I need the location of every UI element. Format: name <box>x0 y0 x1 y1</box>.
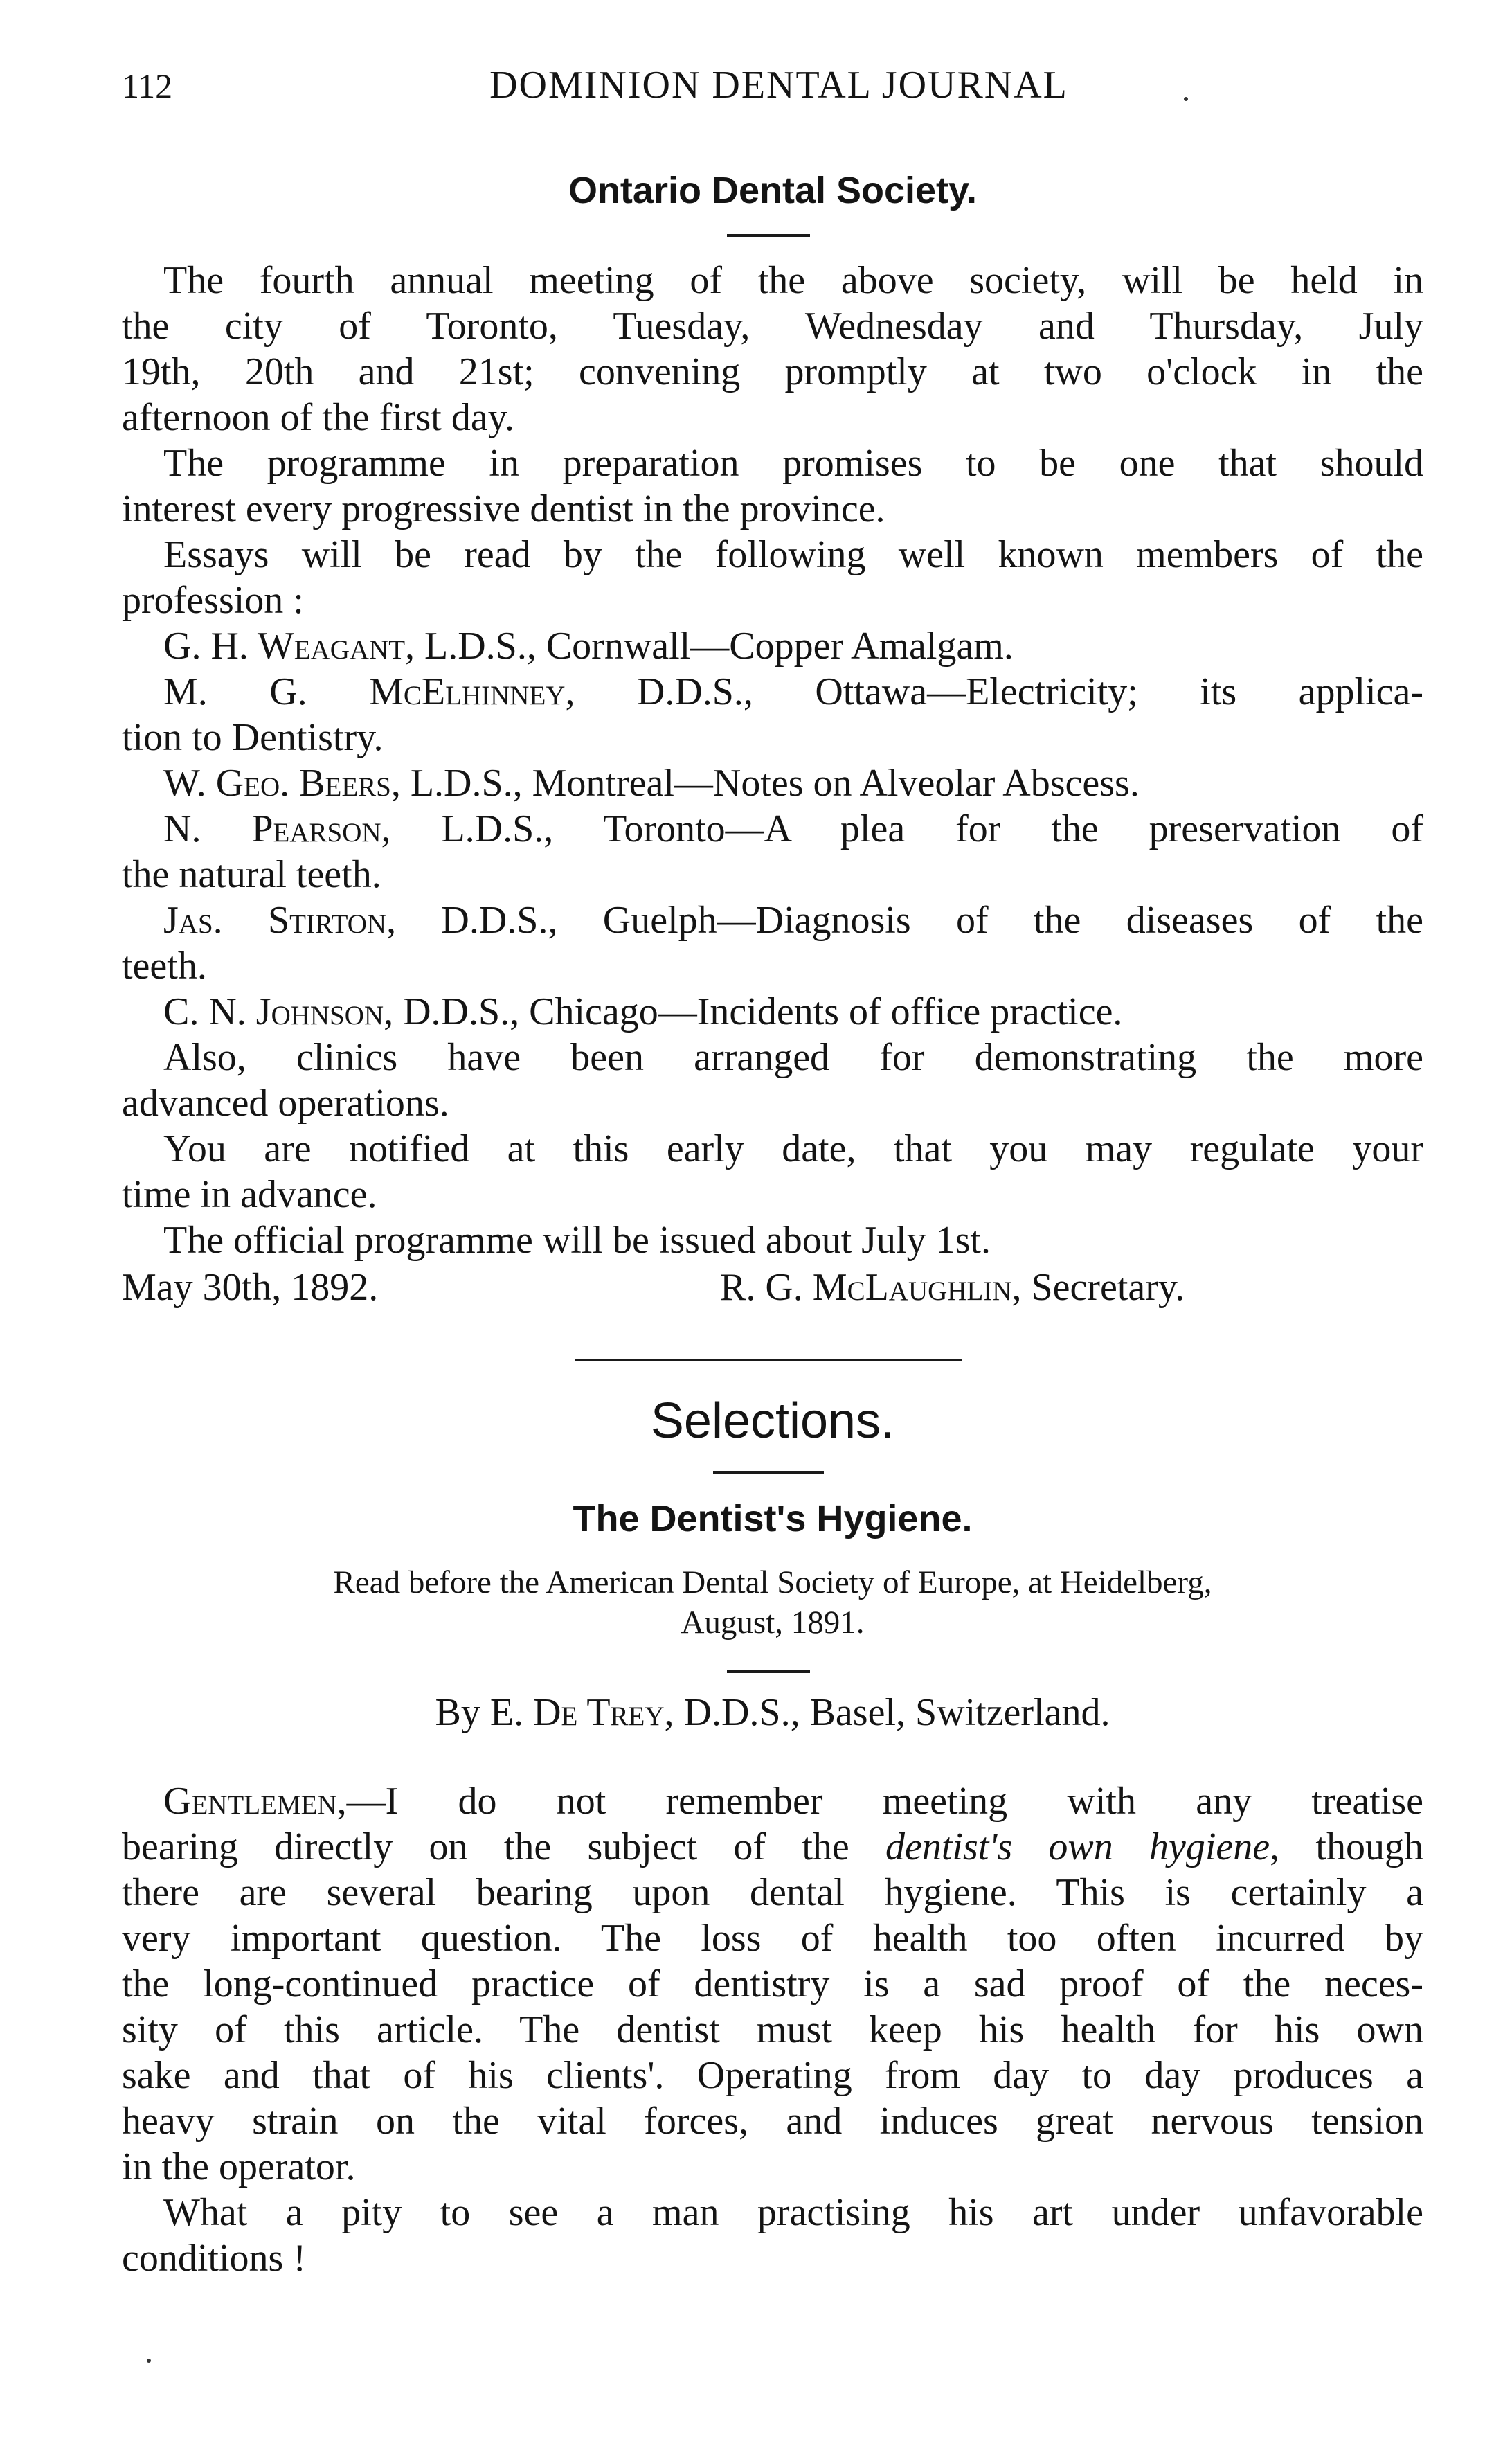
article-p1-line <box>122 1824 1423 1870</box>
essay-entry <box>163 806 1423 852</box>
ontario-p3-line: Essays will be read by the following well known members of the <box>163 533 1423 576</box>
notice-signature <box>720 1265 1185 1310</box>
essay-author: G. H. Weagant <box>163 625 406 668</box>
title-rule <box>713 1471 824 1474</box>
essay-entry <box>163 669 1423 715</box>
essay-author: W. Geo. Beers <box>163 762 391 805</box>
article-note-line: August, 1891. <box>681 1605 865 1641</box>
article-text: , though <box>1270 1825 1423 1868</box>
selections-title: Selections. <box>650 1393 895 1449</box>
essay-details: , L.D.S., Toronto—A plea for the preservation of <box>381 807 1423 850</box>
ontario-p3-line: profession : <box>122 579 304 622</box>
essay-author: N. Pearson <box>163 807 381 850</box>
page-speck <box>147 2359 151 2363</box>
essay-continuation: tion to Dentistry. <box>122 716 384 759</box>
note-rule <box>727 1670 810 1673</box>
byline-author: De Trey <box>533 1691 665 1734</box>
essay-entry <box>163 897 1423 943</box>
page-number: 112 <box>122 66 173 105</box>
ontario-p4-line: Also, clinics have been arranged for demonstrating the more <box>163 1036 1423 1079</box>
essay-details: , D.D.S., Ottawa—Electricity; its applica- <box>565 670 1423 713</box>
essay-entry <box>163 623 1423 669</box>
article-note-line: Read before the American Dental Society of Europe, at Heidelberg, <box>333 1564 1212 1600</box>
article-text: bearing directly on the subject of the <box>122 1825 886 1868</box>
secretary-name: R. G. McLaughlin <box>720 1266 1012 1309</box>
article-p1-line: heavy strain on the vital forces, and induces great nervous tension <box>122 2100 1423 2143</box>
byline-prefix: By E. <box>435 1691 534 1734</box>
secretary-role: , Secretary. <box>1011 1266 1185 1309</box>
essay-details: , L.D.S., Montreal—Notes on Alveolar Abscess. <box>390 762 1140 805</box>
running-title: DOMINION DENTAL JOURNAL <box>489 64 1068 107</box>
notice-date: May 30th, 1892. <box>122 1266 379 1309</box>
article-p2-line: What a pity to see a man practising his art under unfavorable <box>163 2191 1423 2234</box>
section-divider <box>575 1359 962 1361</box>
ontario-p1-line: the city of Toronto, Tuesday, Wednesday and Thursday, July <box>122 305 1423 348</box>
header-speck <box>1184 97 1188 101</box>
essay-details: , D.D.S., Guelph—Diagnosis of the diseases of the <box>386 899 1423 942</box>
article-title: The Dentist's Hygiene. <box>573 1498 973 1539</box>
title-rule <box>727 234 810 237</box>
ontario-p2-line: The programme in preparation promises to be one that should <box>163 442 1423 485</box>
essay-details: , D.D.S., Chicago—Incidents of office practice. <box>384 990 1123 1033</box>
ontario-p6-line: The official programme will be issued about July 1st. <box>163 1219 991 1262</box>
essay-continuation: the natural teeth. <box>122 853 381 896</box>
essay-continuation: teeth. <box>122 945 207 988</box>
salutation: Gentlemen <box>163 1780 337 1823</box>
article-p1-line <box>163 1778 1423 1824</box>
essay-details: , L.D.S., Cornwall—Copper Amalgam. <box>405 625 1014 668</box>
article-p1-line: very important question. The loss of health too often incurred by <box>122 1917 1423 1960</box>
essay-author: Jas. Stirton <box>163 899 387 942</box>
article-p2-line: conditions ! <box>122 2237 306 2280</box>
essay-author: M. G. McElhinney <box>163 670 566 713</box>
article-p1-line: there are several bearing upon dental hygiene. This is certainly a <box>122 1871 1423 1914</box>
ontario-p5-line: time in advance. <box>122 1173 377 1216</box>
article-text: ,—I do not remember meeting with any treatise <box>336 1780 1423 1823</box>
byline-details: , D.D.S., Basel, Switzerland. <box>664 1691 1110 1734</box>
ontario-p2-line: interest every progressive dentist in the province. <box>122 488 885 530</box>
article-p1-line: sity of this article. The dentist must keep his health for his own <box>122 2008 1423 2051</box>
essay-entry <box>163 760 1423 806</box>
byline <box>122 1690 1423 1735</box>
essay-author: C. N. Johnson <box>163 990 384 1033</box>
article-p1-line: sake and that of his clients'. Operating from day to day produces a <box>122 2054 1423 2097</box>
ontario-p5-line: You are notified at this early date, that you may regulate your <box>163 1127 1423 1170</box>
ontario-title: Ontario Dental Society. <box>568 170 978 211</box>
essay-entry <box>163 989 1423 1035</box>
ontario-p1-line: 19th, 20th and 21st; convening promptly at two o'clock in the <box>122 350 1423 393</box>
article-emphasis: dentist's own hygiene <box>885 1825 1270 1868</box>
ontario-p1-line: afternoon of the first day. <box>122 396 515 439</box>
article-p1-line: the long-continued practice of dentistry is a sad proof of the neces- <box>122 1963 1423 2005</box>
ontario-p4-line: advanced operations. <box>122 1082 449 1125</box>
article-p1-line: in the operator. <box>122 2145 356 2188</box>
ontario-p1-line: The fourth annual meeting of the above society, will be held in <box>163 259 1423 302</box>
